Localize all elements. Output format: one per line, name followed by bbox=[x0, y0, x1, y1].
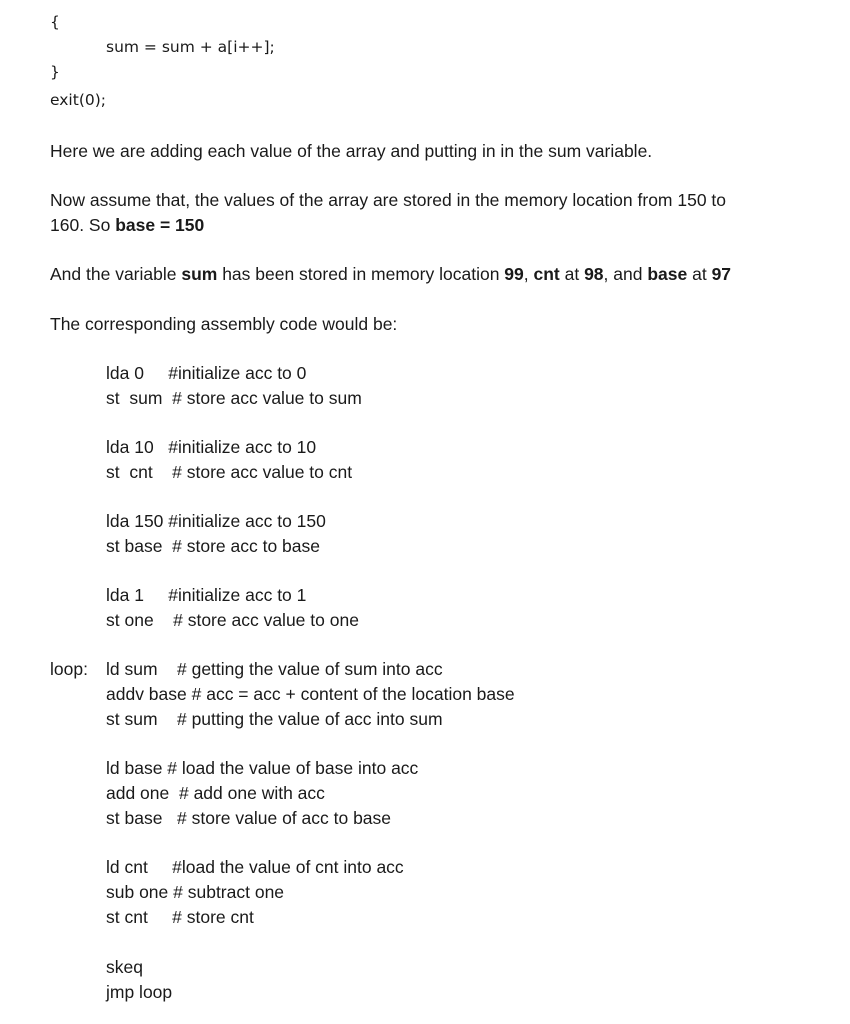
bold-span: cnt bbox=[533, 264, 560, 284]
paragraph-intro: Here we are adding each value of the array and putting in in the sum variable. bbox=[50, 141, 653, 161]
asm-line: skeq bbox=[106, 957, 143, 977]
text-span: , bbox=[523, 264, 534, 284]
text-span: at bbox=[559, 264, 585, 284]
bold-span: base = 150 bbox=[115, 215, 205, 235]
text-span: has been stored in memory location bbox=[217, 264, 505, 284]
asm-line: st sum # store acc value to sum bbox=[106, 388, 362, 408]
bold-span: base bbox=[647, 264, 688, 284]
asm-line: st base # store acc to base bbox=[106, 536, 321, 556]
asm-line: lda 10 #initialize acc to 10 bbox=[106, 437, 317, 457]
asm-line: ld sum # getting the value of sum into acc bbox=[106, 659, 443, 679]
asm-line: lda 0 #initialize acc to 0 bbox=[106, 363, 307, 383]
asm-line: st sum # putting the value of acc into sum bbox=[106, 709, 443, 729]
paragraph-assume-line1: Now assume that, the values of the array are stored in the memory location from 150 to bbox=[50, 190, 727, 210]
bold-span: 97 bbox=[711, 264, 732, 284]
code-open-brace: { bbox=[50, 13, 60, 31]
code-close-brace: } bbox=[50, 63, 60, 81]
paragraph-variables bbox=[50, 264, 731, 284]
bold-span: 99 bbox=[504, 264, 524, 284]
paragraph-assembly-heading: The corresponding assembly code would be: bbox=[50, 314, 398, 334]
asm-line: lda 150 #initialize acc to 150 bbox=[106, 511, 326, 531]
text-span: 160. So bbox=[50, 215, 116, 235]
asm-line: lda 1 #initialize acc to 1 bbox=[106, 585, 307, 605]
asm-line: add one # add one with acc bbox=[106, 783, 325, 803]
asm-line: ld cnt #load the value of cnt into acc bbox=[106, 857, 404, 877]
asm-line: st cnt # store acc value to cnt bbox=[106, 462, 353, 482]
text-span: at bbox=[687, 264, 712, 284]
asm-line: addv base # acc = acc + content of the location base bbox=[106, 684, 515, 704]
asm-line: st one # store acc value to one bbox=[106, 610, 359, 630]
bold-span: 98 bbox=[584, 264, 604, 284]
bold-span: sum bbox=[181, 264, 218, 284]
asm-line: jmp loop bbox=[106, 982, 173, 1002]
paragraph-assume-line2 bbox=[50, 215, 204, 235]
asm-loop-label: loop: bbox=[50, 659, 88, 679]
asm-line: st base # store value of acc to base bbox=[106, 808, 392, 828]
asm-line: sub one # subtract one bbox=[106, 882, 285, 902]
asm-line: st cnt # store cnt bbox=[106, 907, 254, 927]
text-span: , and bbox=[603, 264, 648, 284]
code-exit: exit(0); bbox=[50, 91, 106, 109]
code-statement: sum = sum + a[i++]; bbox=[106, 38, 275, 56]
asm-line: ld base # load the value of base into acc bbox=[106, 758, 419, 778]
text-span: And the variable bbox=[50, 264, 182, 284]
